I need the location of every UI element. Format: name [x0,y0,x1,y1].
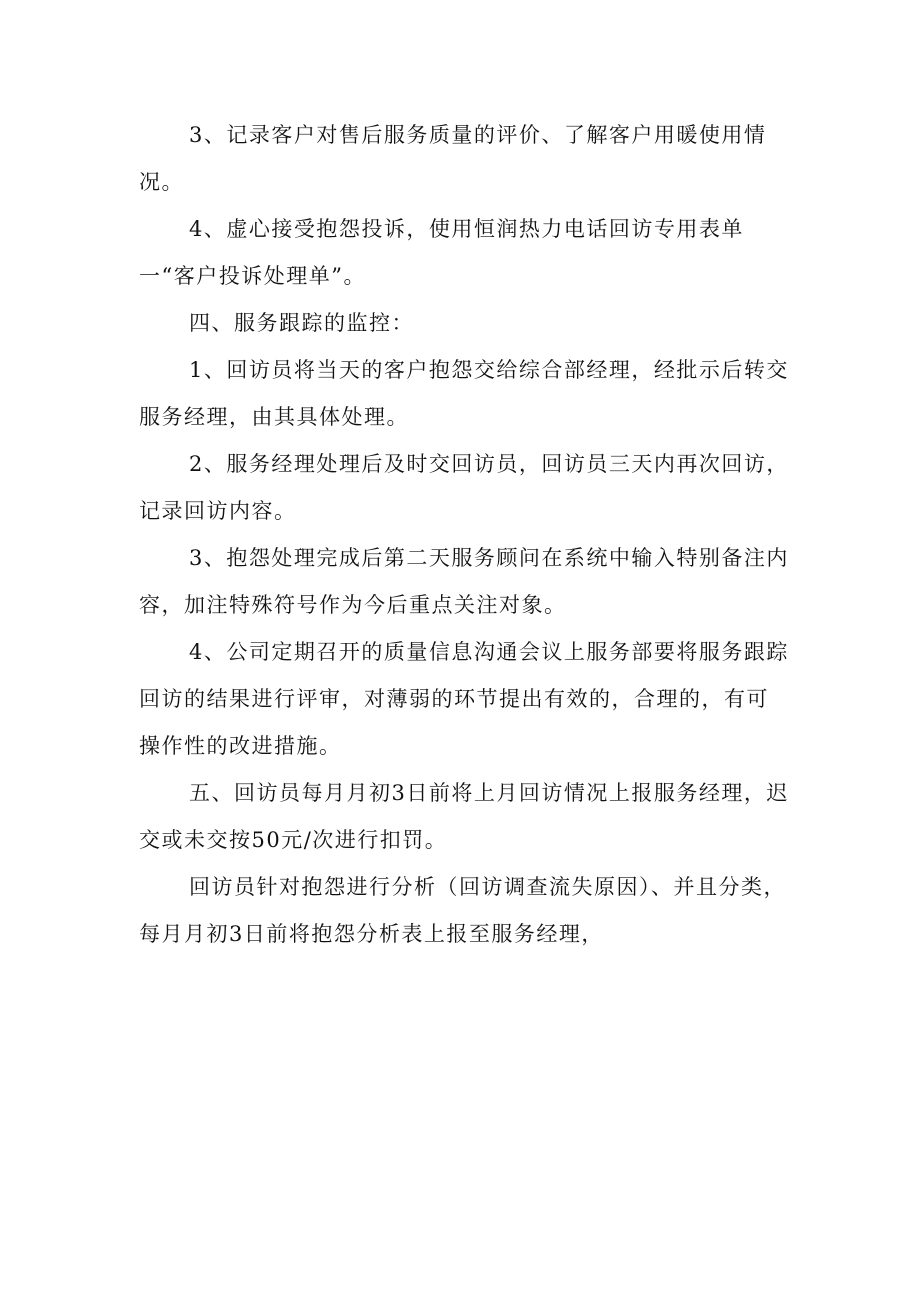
paragraph-monitoring-step-3: 3、抱怨处理完成后第二天服务顾问在系统中输入特别备注内容，加注特殊符号作为今后重点关注对象。 [139,546,789,617]
section-heading-monitoring: 四、服务跟踪的监控： [189,311,414,335]
paragraph-section-five: 五、回访员每月月初3日前将上月回访情况上报服务经理，迟交或未交按50元/次进行扣罚。 [139,781,789,852]
paragraph-complaint-analysis: 回访员针对抱怨进行分析（回访调查流失原因）、并且分类，每月月初3日前将抱怨分析表上报至服务经理， [139,875,786,946]
document-body [139,112,789,958]
paragraph-monitoring-step-1: 1、回访员将当天的客户抱怨交给综合部经理，经批示后转交服务经理，由其具体处理。 [139,358,789,429]
paragraph-monitoring-step-4: 4、公司定期召开的质量信息沟通会议上服务部要将服务跟踪回访的结果进行评审，对薄弱的环节提出有效的，合理的，有可操作性的改进措施。 [139,640,789,758]
paragraph-accept-complaints: 4、虚心接受抱怨投诉，使用恒润热力电话回访专用表单一“客户投诉处理单”。 [139,217,744,288]
paragraph-monitoring-step-2: 2、服务经理处理后及时交回访员，回访员三天内再次回访，记录回访内容。 [139,452,789,523]
paragraph-record-evaluation: 3、记录客户对售后服务质量的评价、了解客户用暖使用情况。 [139,123,767,194]
